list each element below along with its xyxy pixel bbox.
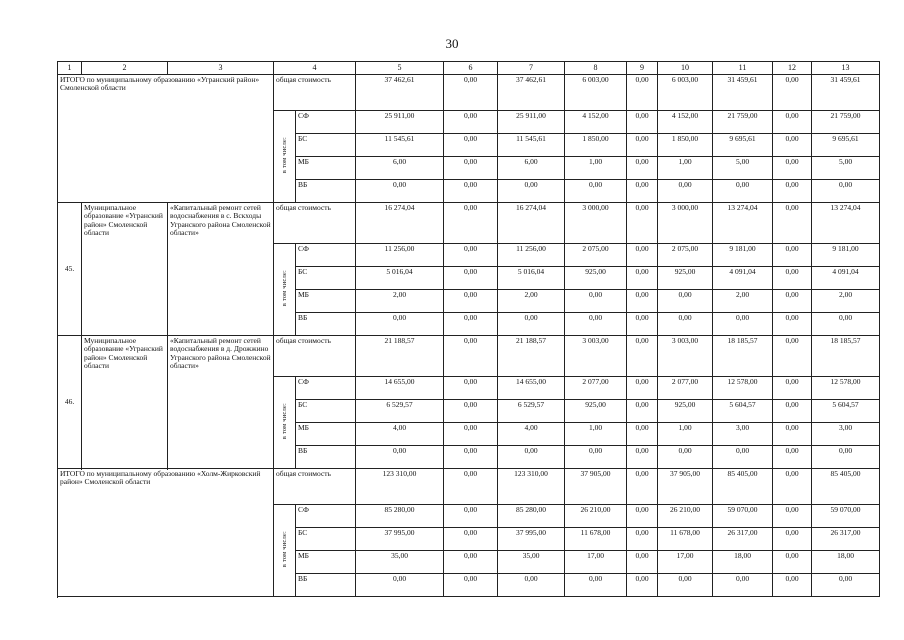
value-cell: 0,00: [773, 313, 812, 336]
value-cell: 0,00: [713, 180, 773, 203]
value-cell: 0,00: [356, 313, 444, 336]
group-label-text: в том числе:: [280, 531, 288, 568]
header-cell: 1: [58, 62, 82, 75]
value-cell: 3 000,00: [565, 203, 627, 244]
value-cell: 0,00: [773, 400, 812, 423]
header-cell: 13: [812, 62, 880, 75]
value-cell: 4 152,00: [658, 111, 713, 134]
value-cell: 35,00: [498, 551, 565, 574]
value-cell: 5 604,57: [713, 400, 773, 423]
project-row: [58, 203, 880, 244]
value-cell: 25 911,00: [498, 111, 565, 134]
value-cell: 0,00: [773, 180, 812, 203]
value-cell: 2 075,00: [658, 244, 713, 267]
value-cell: 0,00: [773, 75, 812, 111]
category-cell: ВБ: [296, 180, 356, 203]
value-cell: 3 003,00: [565, 336, 627, 377]
value-cell: 0,00: [627, 551, 658, 574]
group-label-text: в том числе:: [280, 403, 288, 440]
value-cell: 925,00: [565, 400, 627, 423]
value-cell: 16 274,04: [498, 203, 565, 244]
header-cell: 4: [274, 62, 356, 75]
value-cell: 0,00: [627, 267, 658, 290]
category-cell: ВБ: [296, 574, 356, 597]
value-cell: 11 256,00: [356, 244, 444, 267]
value-cell: 0,00: [444, 505, 498, 528]
value-cell: 11 678,00: [565, 528, 627, 551]
value-cell: 0,00: [444, 267, 498, 290]
value-cell: 0,00: [773, 446, 812, 469]
value-cell: 0,00: [812, 446, 880, 469]
value-cell: 0,00: [773, 377, 812, 400]
header-cell: 6: [444, 62, 498, 75]
value-cell: 0,00: [773, 528, 812, 551]
value-cell: 0,00: [713, 574, 773, 597]
value-cell: 0,00: [356, 446, 444, 469]
value-cell: 85 405,00: [812, 469, 880, 505]
category-cell: ВБ: [296, 313, 356, 336]
value-cell: 37 905,00: [658, 469, 713, 505]
value-cell: 4,00: [498, 423, 565, 446]
value-cell: 0,00: [627, 423, 658, 446]
value-cell: 0,00: [773, 267, 812, 290]
value-cell: 13 274,04: [713, 203, 773, 244]
category-cell: общая стоимость: [274, 336, 356, 377]
value-cell: 3,00: [713, 423, 773, 446]
value-cell: 26 210,00: [565, 505, 627, 528]
value-cell: 25 911,00: [356, 111, 444, 134]
value-cell: 0,00: [627, 574, 658, 597]
total-title: ИТОГО по муниципальному образованию «Холм-Жирковский район» Смоленской области: [58, 469, 274, 597]
value-cell: 37 995,00: [498, 528, 565, 551]
value-cell: 16 274,04: [356, 203, 444, 244]
value-cell: 0,00: [565, 180, 627, 203]
value-cell: 0,00: [565, 290, 627, 313]
value-cell: 5,00: [812, 157, 880, 180]
value-cell: 0,00: [565, 313, 627, 336]
municipality-cell: Муниципальное образование «Угранский район» Смоленской области: [82, 203, 168, 336]
value-cell: 0,00: [444, 180, 498, 203]
value-cell: 925,00: [565, 267, 627, 290]
value-cell: 0,00: [444, 290, 498, 313]
value-cell: 37 905,00: [565, 469, 627, 505]
category-cell: общая стоимость: [274, 469, 356, 505]
value-cell: 4 152,00: [565, 111, 627, 134]
value-cell: 0,00: [773, 336, 812, 377]
group-label: [274, 244, 296, 336]
value-cell: 0,00: [627, 528, 658, 551]
municipality-cell: Муниципальное образование «Угранский район» Смоленской области: [82, 336, 168, 469]
value-cell: 0,00: [658, 290, 713, 313]
category-cell: СФ: [296, 377, 356, 400]
value-cell: 13 274,04: [812, 203, 880, 244]
value-cell: 5,00: [713, 157, 773, 180]
value-cell: 2 075,00: [565, 244, 627, 267]
value-cell: 21 188,57: [498, 336, 565, 377]
category-cell: СФ: [296, 111, 356, 134]
value-cell: 3 000,00: [658, 203, 713, 244]
category-cell: общая стоимость: [274, 203, 356, 244]
value-cell: 0,00: [627, 111, 658, 134]
value-cell: 9 695,61: [713, 134, 773, 157]
value-cell: 17,00: [565, 551, 627, 574]
value-cell: 5 016,04: [498, 267, 565, 290]
header-cell: 10: [658, 62, 713, 75]
category-cell: МБ: [296, 157, 356, 180]
value-cell: 123 310,00: [498, 469, 565, 505]
group-label: [274, 111, 296, 203]
page-number: 30: [445, 36, 459, 51]
category-cell: БС: [296, 267, 356, 290]
value-cell: 0,00: [498, 574, 565, 597]
header-cell: 7: [498, 62, 565, 75]
value-cell: 0,00: [773, 203, 812, 244]
value-cell: 0,00: [444, 336, 498, 377]
value-cell: 0,00: [627, 180, 658, 203]
value-cell: 17,00: [658, 551, 713, 574]
value-cell: 0,00: [444, 423, 498, 446]
value-cell: 2 077,00: [565, 377, 627, 400]
value-cell: 0,00: [444, 157, 498, 180]
value-cell: 1,00: [658, 157, 713, 180]
value-cell: 0,00: [627, 400, 658, 423]
value-cell: 2,00: [498, 290, 565, 313]
value-cell: 0,00: [713, 313, 773, 336]
row-number: 45.: [58, 203, 82, 336]
value-cell: 0,00: [498, 313, 565, 336]
value-cell: 1 850,00: [658, 134, 713, 157]
value-cell: 0,00: [812, 180, 880, 203]
value-cell: 0,00: [773, 423, 812, 446]
value-cell: 11 256,00: [498, 244, 565, 267]
value-cell: 9 181,00: [713, 244, 773, 267]
category-cell: СФ: [296, 505, 356, 528]
value-cell: 14 655,00: [356, 377, 444, 400]
value-cell: 0,00: [627, 336, 658, 377]
value-cell: 0,00: [627, 313, 658, 336]
total-title: ИТОГО по муниципальному образованию «Угранский район» Смоленской области: [58, 75, 274, 203]
value-cell: 0,00: [444, 446, 498, 469]
header-cell: 9: [627, 62, 658, 75]
category-cell: ВБ: [296, 446, 356, 469]
value-cell: 0,00: [627, 505, 658, 528]
category-cell: БС: [296, 528, 356, 551]
value-cell: 3 003,00: [658, 336, 713, 377]
value-cell: 2,00: [356, 290, 444, 313]
group-label: [274, 377, 296, 469]
header-cell: 11: [713, 62, 773, 75]
category-cell: МБ: [296, 423, 356, 446]
value-cell: 0,00: [444, 134, 498, 157]
value-cell: 11 545,61: [498, 134, 565, 157]
value-cell: 0,00: [658, 446, 713, 469]
value-cell: 37 462,61: [356, 75, 444, 111]
value-cell: 11 678,00: [658, 528, 713, 551]
value-cell: 0,00: [812, 574, 880, 597]
value-cell: 0,00: [356, 574, 444, 597]
value-cell: 0,00: [627, 203, 658, 244]
header-cell: 2: [82, 62, 168, 75]
value-cell: 1,00: [658, 423, 713, 446]
value-cell: 59 070,00: [812, 505, 880, 528]
value-cell: 0,00: [444, 377, 498, 400]
value-cell: 5 604,57: [812, 400, 880, 423]
value-cell: 2 077,00: [658, 377, 713, 400]
value-cell: 0,00: [627, 377, 658, 400]
value-cell: 0,00: [356, 180, 444, 203]
value-cell: 21 759,00: [713, 111, 773, 134]
value-cell: 18,00: [713, 551, 773, 574]
value-cell: 3,00: [812, 423, 880, 446]
value-cell: 0,00: [444, 111, 498, 134]
value-cell: 0,00: [444, 400, 498, 423]
group-label: [274, 505, 296, 597]
category-cell: СФ: [296, 244, 356, 267]
value-cell: 0,00: [773, 134, 812, 157]
value-cell: 21 188,57: [356, 336, 444, 377]
value-cell: 0,00: [773, 469, 812, 505]
value-cell: 0,00: [773, 111, 812, 134]
value-cell: 0,00: [627, 290, 658, 313]
header-cell: 12: [773, 62, 812, 75]
category-cell: МБ: [296, 551, 356, 574]
group-label-text: в том числе:: [280, 137, 288, 174]
value-cell: 4 091,04: [713, 267, 773, 290]
value-cell: 0,00: [627, 134, 658, 157]
value-cell: 0,00: [773, 290, 812, 313]
value-cell: 2,00: [812, 290, 880, 313]
header-cell: 3: [168, 62, 274, 75]
value-cell: 12 578,00: [812, 377, 880, 400]
category-cell: БС: [296, 134, 356, 157]
value-cell: 0,00: [812, 313, 880, 336]
value-cell: 18 185,57: [812, 336, 880, 377]
value-cell: 0,00: [565, 574, 627, 597]
value-cell: 0,00: [773, 244, 812, 267]
value-cell: 31 459,61: [812, 75, 880, 111]
value-cell: 1 850,00: [565, 134, 627, 157]
total-row: [58, 75, 880, 111]
value-cell: 0,00: [498, 180, 565, 203]
value-cell: 0,00: [627, 157, 658, 180]
value-cell: 0,00: [773, 505, 812, 528]
value-cell: 0,00: [627, 469, 658, 505]
value-cell: 26 317,00: [812, 528, 880, 551]
value-cell: 9 695,61: [812, 134, 880, 157]
value-cell: 85 280,00: [498, 505, 565, 528]
value-cell: 0,00: [444, 528, 498, 551]
value-cell: 0,00: [498, 446, 565, 469]
total-row: [58, 469, 880, 505]
value-cell: 0,00: [658, 574, 713, 597]
value-cell: 4,00: [356, 423, 444, 446]
value-cell: 0,00: [773, 574, 812, 597]
value-cell: 14 655,00: [498, 377, 565, 400]
header-row: [58, 62, 880, 75]
value-cell: 0,00: [444, 469, 498, 505]
value-cell: 85 280,00: [356, 505, 444, 528]
value-cell: 0,00: [444, 75, 498, 111]
value-cell: 0,00: [444, 313, 498, 336]
value-cell: 21 759,00: [812, 111, 880, 134]
header-cell: 8: [565, 62, 627, 75]
value-cell: 0,00: [444, 574, 498, 597]
value-cell: 6 529,57: [356, 400, 444, 423]
value-cell: 4 091,04: [812, 267, 880, 290]
value-cell: 0,00: [658, 313, 713, 336]
value-cell: 26 317,00: [713, 528, 773, 551]
row-number: 46.: [58, 336, 82, 469]
value-cell: 123 310,00: [356, 469, 444, 505]
value-cell: 37 462,61: [498, 75, 565, 111]
value-cell: 18 185,57: [713, 336, 773, 377]
header-cell: 5: [356, 62, 444, 75]
budget-table: [57, 61, 880, 597]
value-cell: 6 003,00: [565, 75, 627, 111]
value-cell: 0,00: [627, 75, 658, 111]
value-cell: 9 181,00: [812, 244, 880, 267]
project-cell: «Капитальный ремонт сетей водоснабжения в с. Вскходы Угранского района Смоленской области»: [168, 203, 274, 336]
value-cell: 0,00: [444, 244, 498, 267]
value-cell: 1,00: [565, 157, 627, 180]
value-cell: 2,00: [713, 290, 773, 313]
value-cell: 0,00: [627, 446, 658, 469]
value-cell: 6 003,00: [658, 75, 713, 111]
group-label-text: в том числе:: [280, 270, 288, 307]
value-cell: 12 578,00: [713, 377, 773, 400]
value-cell: 11 545,61: [356, 134, 444, 157]
value-cell: 0,00: [444, 203, 498, 244]
value-cell: 37 995,00: [356, 528, 444, 551]
value-cell: 6,00: [498, 157, 565, 180]
category-cell: БС: [296, 400, 356, 423]
value-cell: 925,00: [658, 267, 713, 290]
value-cell: 0,00: [444, 551, 498, 574]
value-cell: 85 405,00: [713, 469, 773, 505]
value-cell: 0,00: [627, 244, 658, 267]
project-cell: «Капитальный ремонт сетей водоснабжения в д. Дрожжино Угранского района Смоленской области»: [168, 336, 274, 469]
value-cell: 0,00: [565, 446, 627, 469]
category-cell: общая стоимость: [274, 75, 356, 111]
value-cell: 0,00: [773, 551, 812, 574]
value-cell: 0,00: [773, 157, 812, 180]
value-cell: 6,00: [356, 157, 444, 180]
value-cell: 18,00: [812, 551, 880, 574]
value-cell: 59 070,00: [713, 505, 773, 528]
category-cell: МБ: [296, 290, 356, 313]
value-cell: 0,00: [658, 180, 713, 203]
project-row: [58, 336, 880, 377]
value-cell: 0,00: [713, 446, 773, 469]
value-cell: 925,00: [658, 400, 713, 423]
value-cell: 6 529,57: [498, 400, 565, 423]
value-cell: 35,00: [356, 551, 444, 574]
value-cell: 5 016,04: [356, 267, 444, 290]
value-cell: 1,00: [565, 423, 627, 446]
value-cell: 31 459,61: [713, 75, 773, 111]
value-cell: 26 210,00: [658, 505, 713, 528]
